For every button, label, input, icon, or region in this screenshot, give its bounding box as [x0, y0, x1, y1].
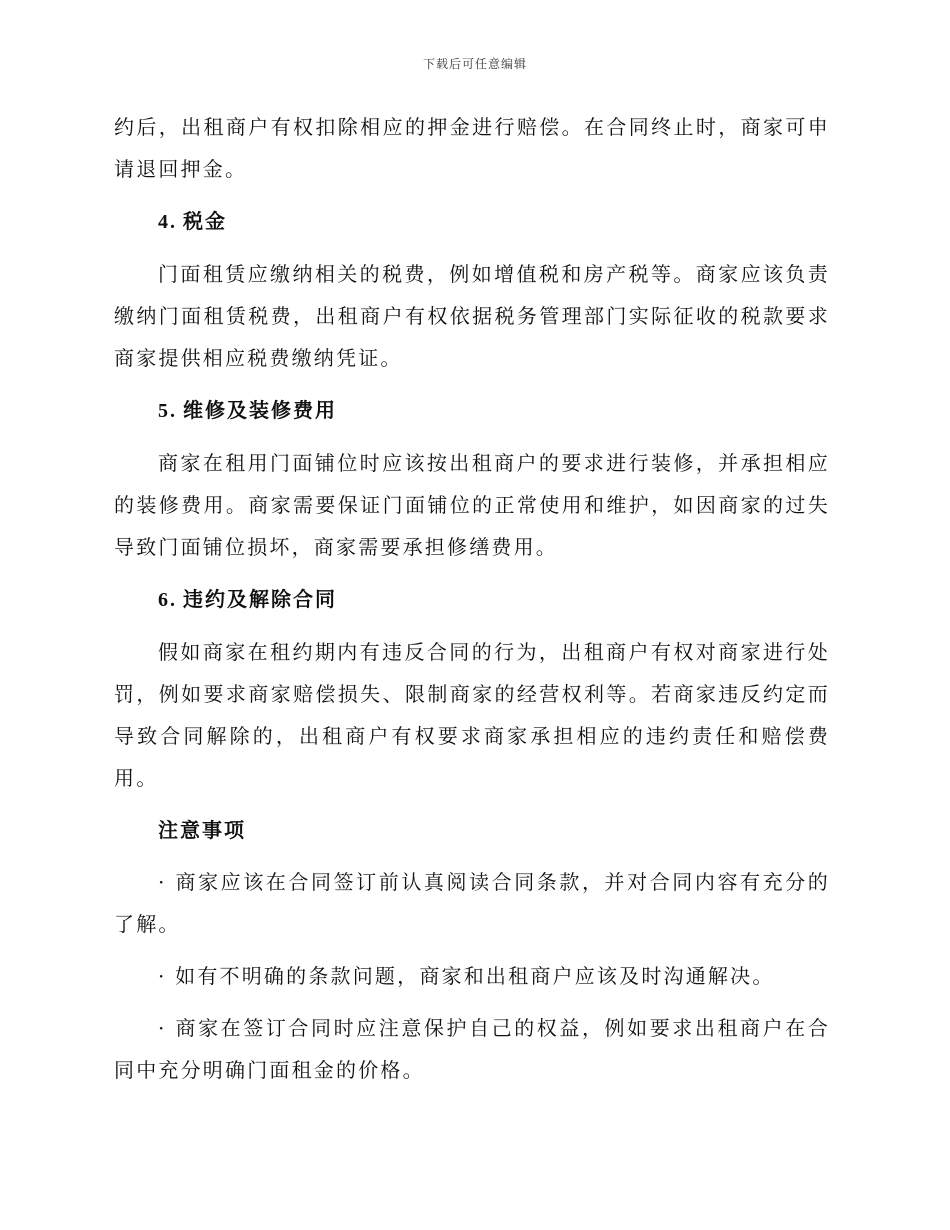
document-body — [114, 106, 830, 1091]
section-title: 税金 — [183, 209, 227, 233]
section-number: 5. — [158, 400, 177, 422]
section-number: 4. — [158, 211, 177, 233]
section-heading-breach — [114, 578, 830, 621]
section-body-breach: 假如商家在租约期内有违反合同的行为，出租商户有权对商家进行处罚，例如要求商家赔偿损失、限制商家的经营权利等。若商家违反约定而导致合同解除的，出租商户有权要求商家承担相应的违约责任和赔偿费用。 — [114, 640, 830, 790]
intro-paragraph: 约后，出租商户有权扣除相应的押金进行赔偿。在合同终止时，商家可申请退回押金。 — [114, 115, 830, 181]
note-item: · 商家在签订合同时应注意保护自己的权益，例如要求出租商户在合同中充分明确门面租金的价格。 — [114, 1016, 830, 1082]
note-item: · 如有不明确的条款问题，商家和出租商户应该及时沟通解决。 — [158, 964, 775, 988]
section-heading-repair — [114, 389, 830, 432]
section-heading-notes: 注意事项 — [158, 818, 246, 842]
section-title: 违约及解除合同 — [183, 587, 337, 611]
header-note: 下载后可任意编辑 — [422, 57, 527, 71]
section-body-tax: 门面租赁应缴纳相关的税费，例如增值税和房产税等。商家应该负责缴纳门面租赁税费，出租商户有权依据税务管理部门实际征收的税款要求商家提供相应税费缴纳凭证。 — [114, 262, 830, 370]
section-number: 6. — [158, 589, 177, 611]
section-body-repair: 商家在租用门面铺位时应该按出租商户的要求进行装修，并承担相应的装修费用。商家需要保证门面铺位的正常使用和维护，如因商家的过失导致门面铺位损坏，商家需要承担修缮费用。 — [114, 451, 830, 559]
section-heading-tax — [114, 200, 830, 243]
note-item: · 商家应该在合同签订前认真阅读合同条款，并对合同内容有充分的了解。 — [114, 870, 830, 936]
section-title: 维修及装修费用 — [183, 398, 337, 422]
